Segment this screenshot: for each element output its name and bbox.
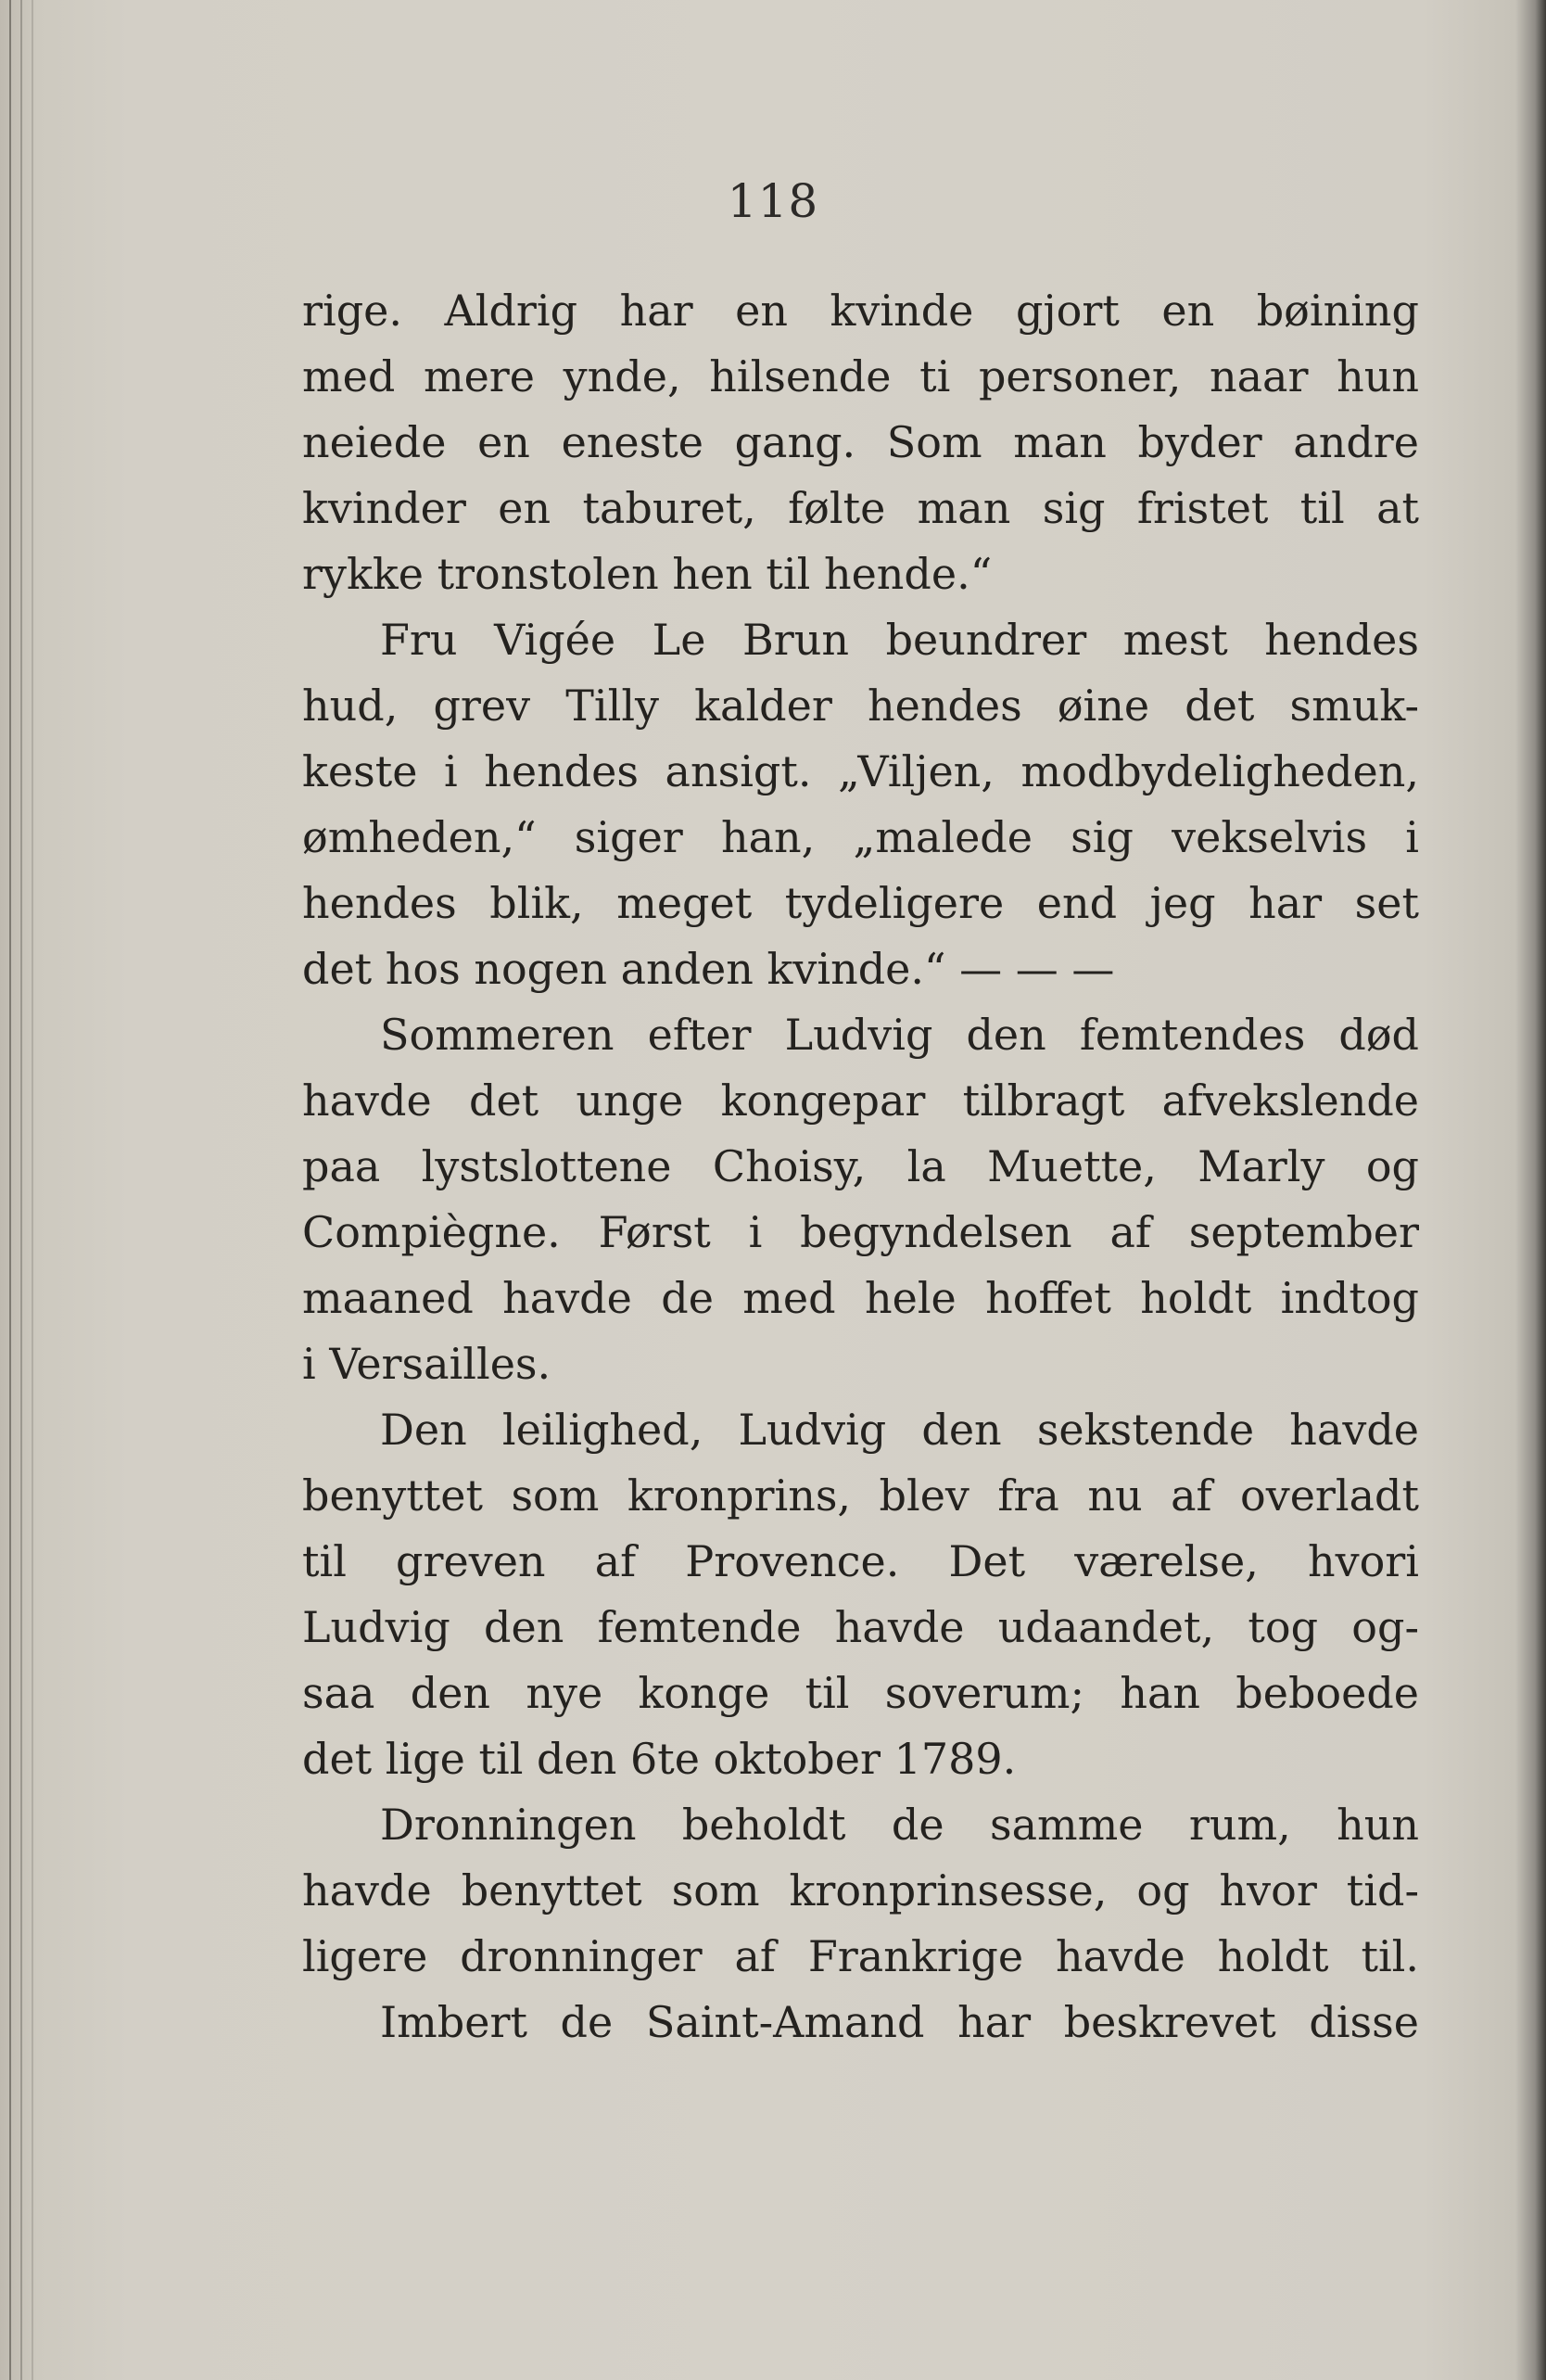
body-text bbox=[302, 278, 1419, 2055]
binding-edge-line bbox=[9, 0, 11, 2380]
text-line: havde det unge kongepar tilbragt afvekslende bbox=[302, 1075, 1419, 1126]
text-line: Imbert de Saint-Amand har beskrevet disse bbox=[380, 1997, 1419, 2047]
binding-edge-line bbox=[20, 0, 22, 2380]
text-line: Sommeren efter Ludvig den femtendes død bbox=[380, 1010, 1419, 1060]
text-line: Dronningen beholdt de samme rum, hun bbox=[380, 1800, 1419, 1850]
page-number: 118 bbox=[727, 174, 819, 228]
text-line: Ludvig den femtende havde udaandet, tog og- bbox=[302, 1602, 1419, 1652]
text-line: hendes blik, meget tydeligere end jeg har set bbox=[302, 878, 1419, 928]
text-line: Fru Vigée Le Brun beundrer mest hendes bbox=[380, 615, 1419, 665]
text-line: benyttet som kronprins, blev fra nu af overladt bbox=[302, 1470, 1419, 1521]
text-line: i Versailles. bbox=[302, 1339, 551, 1389]
text-line: keste i hendes ansigt. „Viljen, modbydeligheden, bbox=[302, 746, 1419, 796]
text-line: Compiègne. Først i begyndelsen af september bbox=[302, 1207, 1419, 1257]
text-line: ømheden,“ siger han, „malede sig vekselvis i bbox=[302, 812, 1419, 862]
binding-edge-line bbox=[32, 0, 33, 2380]
text-line: hud, grev Tilly kalder hendes øine det smuk- bbox=[302, 681, 1419, 731]
text-line: til greven af Provence. Det værelse, hvori bbox=[302, 1536, 1419, 1586]
text-line: saa den nye konge til soverum; han beboede bbox=[302, 1668, 1419, 1718]
text-line: havde benyttet som kronprinsesse, og hvor tid- bbox=[302, 1865, 1419, 1915]
text-line: det hos nogen anden kvinde.“ — — — bbox=[302, 944, 1115, 994]
text-line: kvinder en taburet, følte man sig fristet til at bbox=[302, 483, 1419, 533]
text-line: Den leilighed, Ludvig den sekstende havde bbox=[380, 1405, 1419, 1455]
text-line: ligere dronninger af Frankrige havde holdt til. bbox=[302, 1931, 1419, 1981]
text-line: maaned havde de med hele hoffet holdt indtog bbox=[302, 1273, 1419, 1323]
text-line: neiede en eneste gang. Som man byder andre bbox=[302, 417, 1419, 467]
text-line: rykke tronstolen hen til hende.“ bbox=[302, 549, 993, 599]
text-line: det lige til den 6te oktober 1789. bbox=[302, 1734, 1017, 1784]
text-line: med mere ynde, hilsende ti personer, naar hun bbox=[302, 351, 1419, 401]
text-line: rige. Aldrig har en kvinde gjort en bøining bbox=[302, 286, 1419, 336]
text-line: paa lystslottene Choisy, la Muette, Marly og bbox=[302, 1141, 1419, 1191]
